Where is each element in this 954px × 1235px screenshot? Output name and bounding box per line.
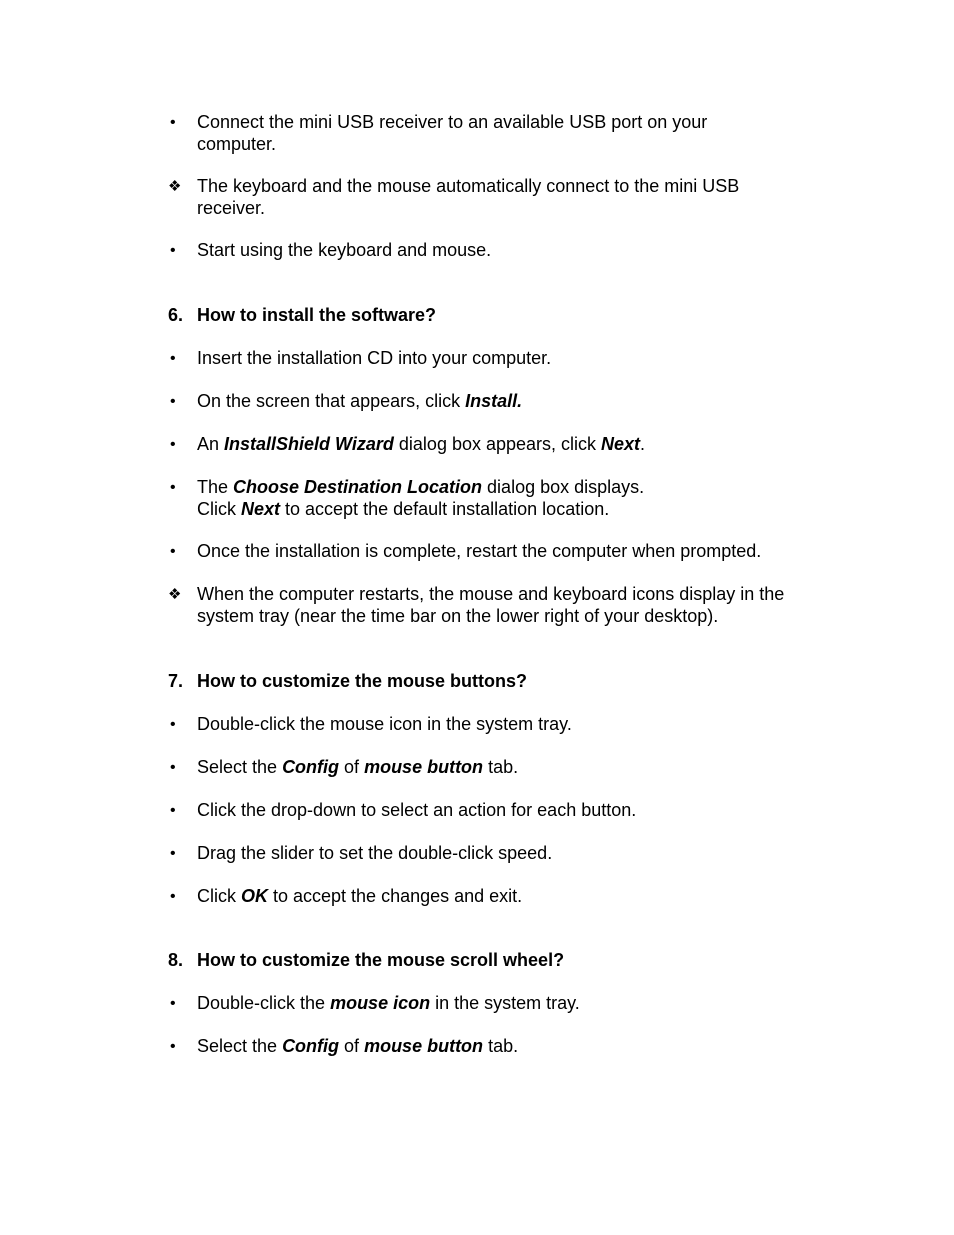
text-run: dialog box displays. bbox=[482, 477, 645, 497]
bullet-item bbox=[168, 886, 828, 908]
bullet-item bbox=[168, 434, 828, 456]
bullet-icon: • bbox=[170, 1038, 176, 1055]
bullet-icon: • bbox=[170, 393, 176, 410]
bullet-item bbox=[168, 757, 828, 779]
text-line: Drag the slider to set the double-click speed. bbox=[197, 843, 553, 863]
emphasized-term: mouse button bbox=[364, 757, 484, 777]
text-run: Select the bbox=[197, 757, 283, 777]
bullet-icon: • bbox=[170, 888, 176, 905]
item-text bbox=[197, 800, 828, 822]
bullet-item bbox=[168, 112, 828, 155]
bullet-icon: • bbox=[170, 802, 176, 819]
emphasized-term: Next bbox=[241, 498, 281, 519]
emphasized-term: Install. bbox=[465, 391, 523, 411]
text-run: Double-click the bbox=[197, 993, 331, 1013]
text-run: to accept the default installation location. bbox=[280, 498, 610, 519]
bullet-item bbox=[168, 477, 828, 520]
section-heading bbox=[168, 305, 828, 327]
item-text bbox=[197, 240, 828, 262]
text-line: Once the installation is complete, restart the computer when prompted. bbox=[197, 541, 762, 561]
item-text bbox=[197, 584, 828, 627]
item-text bbox=[197, 477, 828, 520]
text-run: of bbox=[339, 757, 365, 777]
text-run: to accept the changes and exit. bbox=[268, 886, 523, 906]
section-heading bbox=[168, 950, 828, 972]
item-text bbox=[197, 434, 828, 456]
item-text bbox=[197, 714, 828, 736]
bullet-item bbox=[168, 1036, 828, 1058]
text-line: The keyboard and the mouse automatically connect to the mini USB bbox=[197, 176, 740, 196]
bullet-item bbox=[168, 843, 828, 865]
section-title: How to customize the mouse buttons? bbox=[197, 671, 528, 691]
emphasized-term: InstallShield Wizard bbox=[224, 434, 394, 454]
bullet-icon: • bbox=[170, 479, 176, 496]
text-line: computer. bbox=[197, 133, 277, 154]
bullet-icon: • bbox=[170, 543, 176, 560]
text-run: The bbox=[197, 477, 234, 497]
item-text bbox=[197, 391, 828, 413]
diamond-bullet-icon: ❖ bbox=[168, 586, 182, 603]
emphasized-term: Config bbox=[282, 1036, 340, 1056]
item-text bbox=[197, 843, 828, 865]
bullet-item bbox=[168, 993, 828, 1015]
diamond-bullet-icon: ❖ bbox=[168, 178, 182, 195]
item-text bbox=[197, 176, 828, 219]
text-run: . bbox=[640, 434, 646, 454]
text-run: Click bbox=[197, 498, 241, 519]
section-title: How to install the software? bbox=[197, 305, 437, 325]
item-text bbox=[197, 993, 828, 1015]
text-run: dialog box appears, click bbox=[393, 434, 602, 454]
bullet-icon: • bbox=[170, 716, 176, 733]
text-line: Insert the installation CD into your computer. bbox=[197, 348, 552, 368]
section-heading bbox=[168, 671, 828, 693]
bullet-icon: • bbox=[170, 114, 176, 131]
text-line: Connect the mini USB receiver to an available USB port on your bbox=[197, 112, 708, 132]
item-text bbox=[197, 886, 828, 908]
item-text bbox=[197, 1036, 828, 1058]
note-item bbox=[168, 176, 828, 219]
text-run: Select the bbox=[197, 1036, 283, 1056]
text-line: Double-click the mouse icon in the system tray. bbox=[197, 714, 572, 734]
bullet-item bbox=[168, 541, 828, 563]
bullet-item bbox=[168, 348, 828, 370]
bullet-item bbox=[168, 240, 828, 262]
bullet-item bbox=[168, 800, 828, 822]
text-line: Click the drop-down to select an action for each button. bbox=[197, 800, 637, 820]
emphasized-term: OK bbox=[241, 886, 268, 906]
bullet-icon: • bbox=[170, 995, 176, 1012]
bullet-icon: • bbox=[170, 350, 176, 367]
emphasized-term: Next bbox=[601, 434, 641, 454]
text-line: receiver. bbox=[197, 197, 266, 218]
text-line: system tray (near the time bar on the lower right of your desktop). bbox=[197, 605, 719, 626]
item-text bbox=[197, 112, 828, 155]
section-number: 8. bbox=[168, 950, 184, 970]
text-run: Click bbox=[197, 886, 241, 906]
item-text bbox=[197, 757, 828, 779]
emphasized-term: Config bbox=[282, 757, 340, 777]
bullet-item bbox=[168, 391, 828, 413]
section-title: How to customize the mouse scroll wheel? bbox=[197, 950, 565, 970]
item-text bbox=[197, 541, 828, 563]
text-line: Start using the keyboard and mouse. bbox=[197, 240, 492, 260]
text-line: When the computer restarts, the mouse and keyboard icons display in the bbox=[197, 584, 785, 604]
item-text bbox=[197, 348, 828, 370]
emphasized-term: mouse icon bbox=[330, 993, 431, 1013]
bullet-icon: • bbox=[170, 845, 176, 862]
section-number: 7. bbox=[168, 671, 184, 691]
text-run: tab. bbox=[483, 1036, 519, 1056]
section-number: 6. bbox=[168, 305, 184, 325]
bullet-icon: • bbox=[170, 242, 176, 259]
text-run: in the system tray. bbox=[430, 993, 580, 1013]
text-run: On the screen that appears, click bbox=[197, 391, 466, 411]
text-run: tab. bbox=[483, 757, 519, 777]
emphasized-term: mouse button bbox=[364, 1036, 484, 1056]
bullet-item bbox=[168, 714, 828, 736]
text-run: of bbox=[339, 1036, 365, 1056]
emphasized-term: Choose Destination Location bbox=[233, 477, 483, 497]
text-run: An bbox=[197, 434, 225, 454]
bullet-icon: • bbox=[170, 436, 176, 453]
bullet-icon: • bbox=[170, 759, 176, 776]
note-item bbox=[168, 584, 828, 627]
